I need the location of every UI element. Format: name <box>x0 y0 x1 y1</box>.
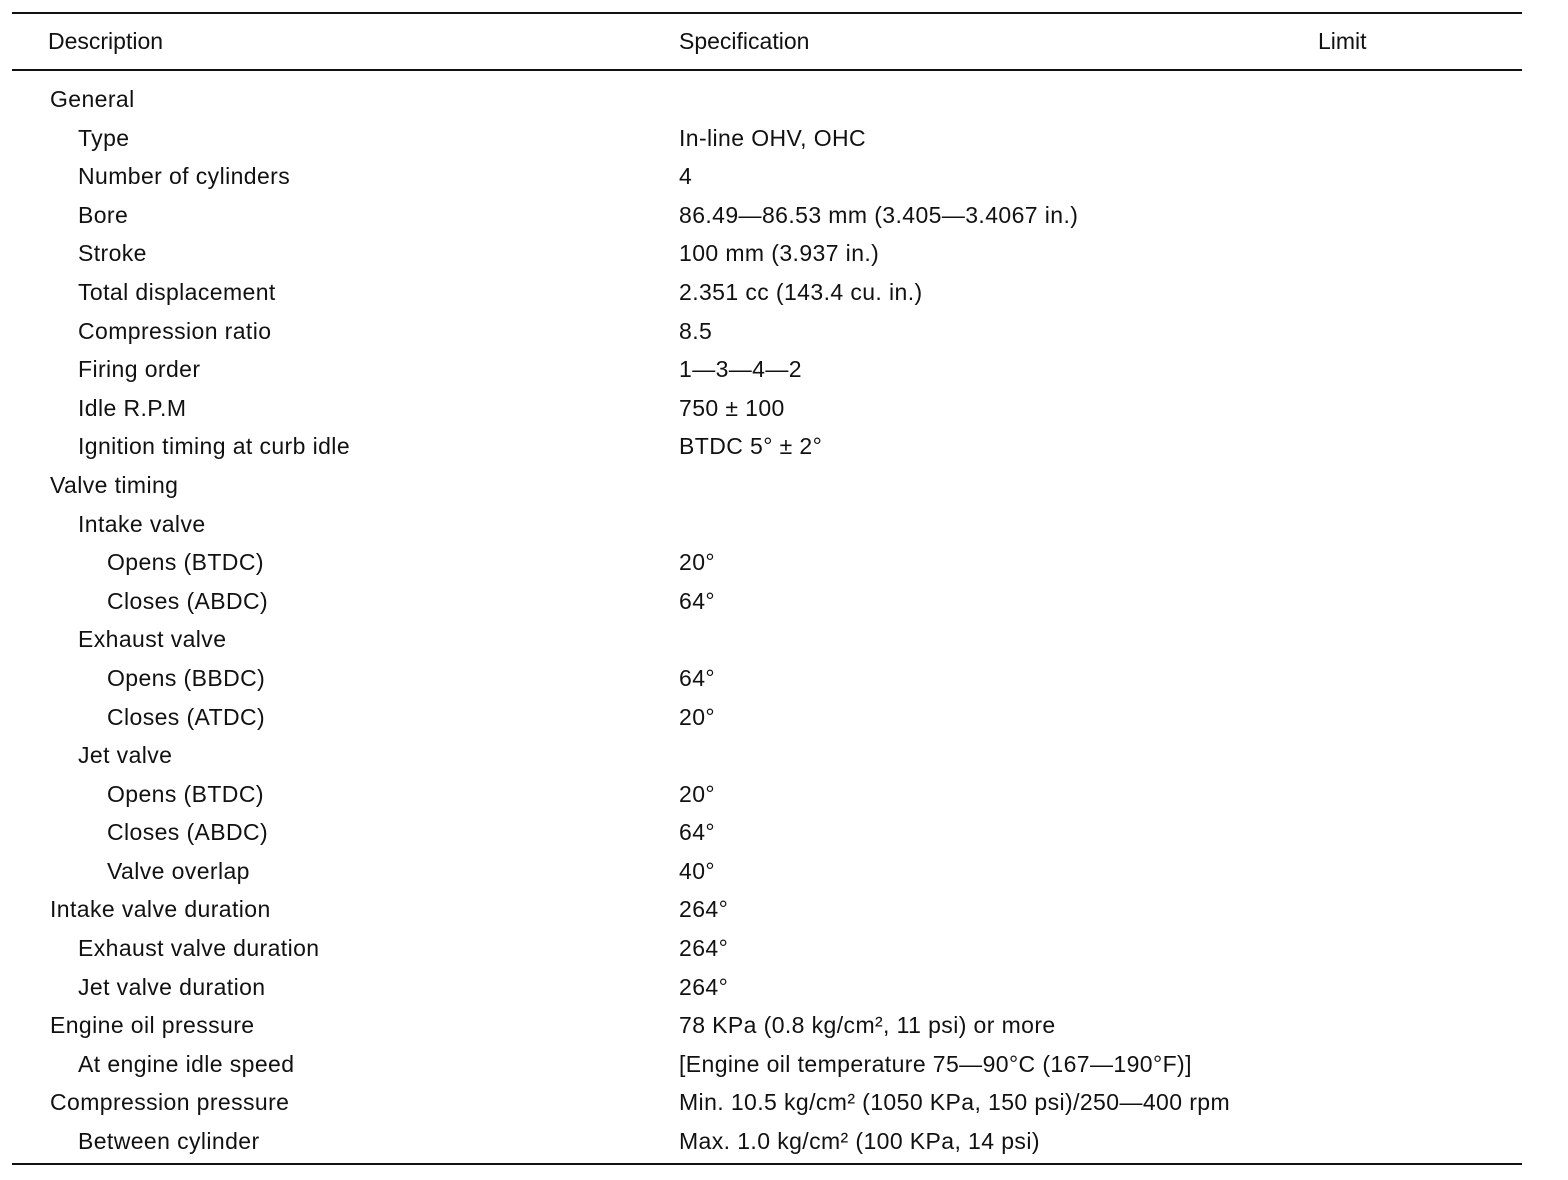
row-description: Engine oil pressure <box>50 1012 255 1039</box>
row-description: Jet valve <box>78 742 173 769</box>
table-bottom-rule <box>12 1163 1522 1165</box>
table-row <box>0 929 1568 968</box>
column-header-specification: Specification <box>679 28 810 54</box>
table-row <box>0 119 1568 158</box>
row-description: Opens (BBDC) <box>107 664 266 691</box>
row-specification: 86.49—86.53 mm (3.405—3.4067 in.) <box>679 201 1079 228</box>
table-row <box>0 1045 1568 1084</box>
table-row <box>0 736 1568 775</box>
table-row <box>0 234 1568 273</box>
header-rule <box>12 69 1522 71</box>
row-description: Total displacement <box>78 278 276 305</box>
row-specification: BTDC 5° ± 2° <box>679 433 823 460</box>
row-specification: [Engine oil temperature 75—90°C (167—190°F)] <box>679 1050 1192 1077</box>
table-row <box>0 775 1568 814</box>
row-specification: 64° <box>679 587 715 614</box>
row-description: Between cylinder <box>78 1128 260 1155</box>
table-row <box>0 427 1568 466</box>
table-row <box>0 1006 1568 1045</box>
row-specification: 64° <box>679 664 715 691</box>
table-row <box>0 968 1568 1007</box>
table-row <box>0 350 1568 389</box>
table-row <box>0 80 1568 119</box>
row-specification: 20° <box>679 780 715 807</box>
table-row <box>0 659 1568 698</box>
row-description: Closes (ATDC) <box>107 703 266 730</box>
row-description: Number of cylinders <box>78 163 291 190</box>
table-row <box>0 1122 1568 1161</box>
table-row <box>0 813 1568 852</box>
row-description: Intake valve <box>78 510 206 537</box>
table-row <box>0 505 1568 544</box>
row-specification: 8.5 <box>679 317 713 344</box>
row-description: General <box>50 86 135 112</box>
row-specification: Max. 1.0 kg/cm² (100 KPa, 14 psi) <box>679 1128 1040 1155</box>
row-description: At engine idle speed <box>78 1050 295 1077</box>
row-specification: 2.351 cc (143.4 cu. in.) <box>679 278 923 305</box>
row-specification: 100 mm (3.937 in.) <box>679 240 880 267</box>
table-row <box>0 389 1568 428</box>
row-description: Idle R.P.M <box>78 394 187 421</box>
column-header-limit: Limit <box>1318 28 1367 54</box>
table-row <box>0 620 1568 659</box>
row-description: Compression pressure <box>50 1089 290 1116</box>
row-description: Firing order <box>78 356 201 383</box>
table-row <box>0 196 1568 235</box>
row-specification: In-line OHV, OHC <box>679 124 867 151</box>
row-specification: 264° <box>679 935 729 962</box>
row-description: Jet valve duration <box>78 973 266 1000</box>
row-specification: Min. 10.5 kg/cm² (1050 KPa, 150 psi)/250—400 rpm <box>679 1089 1231 1116</box>
row-specification: 20° <box>679 703 715 730</box>
row-description: Stroke <box>78 240 147 267</box>
row-description: Bore <box>78 201 129 228</box>
row-description: Exhaust valve <box>78 626 227 653</box>
row-description: Type <box>78 124 130 151</box>
row-specification: 750 ± 100 <box>679 394 785 421</box>
table-row <box>0 698 1568 737</box>
row-description: Closes (ABDC) <box>107 819 269 846</box>
table-row <box>0 466 1568 505</box>
row-description: Exhaust valve duration <box>78 935 320 962</box>
spec-table-body <box>0 80 1568 1161</box>
row-specification: 4 <box>679 163 693 190</box>
row-specification: 264° <box>679 973 729 1000</box>
table-row <box>0 312 1568 351</box>
row-description: Valve timing <box>50 471 179 498</box>
table-row <box>0 157 1568 196</box>
row-description: Compression ratio <box>78 317 272 344</box>
table-row <box>0 1083 1568 1122</box>
table-row <box>0 852 1568 891</box>
row-description: Ignition timing at curb idle <box>78 433 351 460</box>
row-specification: 40° <box>679 857 715 884</box>
table-row <box>0 890 1568 929</box>
table-row <box>0 273 1568 312</box>
row-specification: 1—3—4—2 <box>679 356 802 383</box>
row-specification: 78 KPa (0.8 kg/cm², 11 psi) or more <box>679 1012 1056 1039</box>
row-description: Intake valve duration <box>50 896 271 923</box>
row-description: Opens (BTDC) <box>107 549 264 576</box>
row-specification: 64° <box>679 819 715 846</box>
table-top-rule <box>12 12 1522 14</box>
row-description: Closes (ABDC) <box>107 587 269 614</box>
row-specification: 20° <box>679 549 715 576</box>
row-description: Opens (BTDC) <box>107 780 264 807</box>
row-description: Valve overlap <box>107 857 250 884</box>
row-specification: 264° <box>679 896 729 923</box>
column-header-description: Description <box>48 28 164 54</box>
table-row <box>0 582 1568 621</box>
table-row <box>0 543 1568 582</box>
